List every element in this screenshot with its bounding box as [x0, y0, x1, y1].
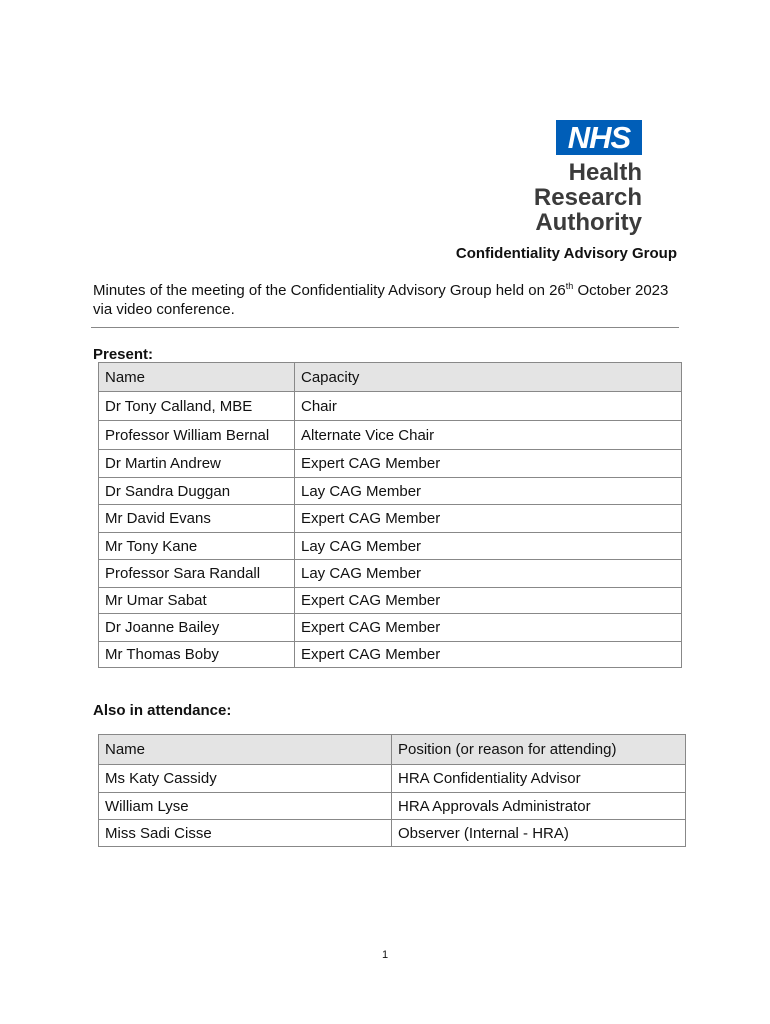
nhs-logo-box: NHS	[556, 120, 642, 155]
cell-capacity: Expert CAG Member	[295, 588, 682, 614]
table-row	[99, 765, 686, 793]
cell-capacity: Expert CAG Member	[295, 614, 682, 642]
cell-capacity: Lay CAG Member	[295, 560, 682, 588]
cell-capacity: Lay CAG Member	[295, 478, 682, 505]
attendance-table	[98, 734, 686, 847]
table-row	[99, 450, 682, 478]
column-header-position: Position (or reason for attending)	[392, 735, 686, 765]
table-row	[99, 614, 682, 642]
intro-paragraph	[93, 277, 683, 319]
table-row	[99, 588, 682, 614]
cell-position: Observer (Internal - HRA)	[392, 820, 686, 847]
org-name-line1: Health Research	[533, 159, 642, 211]
cell-capacity: Expert CAG Member	[295, 450, 682, 478]
horizontal-rule	[91, 327, 679, 328]
present-label: Present:	[93, 346, 154, 363]
org-name	[455, 160, 642, 235]
cell-capacity: Expert CAG Member	[295, 642, 682, 668]
page-number: 1	[381, 949, 389, 961]
group-title: Confidentiality Advisory Group	[455, 245, 677, 262]
attendance-label: Also in attendance:	[93, 702, 232, 719]
cell-capacity: Alternate Vice Chair	[295, 421, 682, 450]
table-header-row	[99, 363, 682, 392]
table-row	[99, 505, 682, 533]
intro-text-after: October 2023 via video conference.	[93, 282, 669, 318]
table-row	[99, 560, 682, 588]
column-header-capacity: Capacity	[295, 363, 682, 392]
cell-position: HRA Approvals Administrator	[392, 793, 686, 820]
cell-name: Professor Sara Randall	[99, 560, 295, 588]
table-row	[99, 392, 682, 421]
cell-name: Dr Tony Calland, MBE	[99, 392, 295, 421]
cell-name: Miss Sadi Cisse	[99, 820, 392, 847]
cell-name: Dr Joanne Bailey	[99, 614, 295, 642]
org-name-line2: Authority	[535, 209, 642, 236]
cell-name: Mr Tony Kane	[99, 533, 295, 560]
table-row	[99, 421, 682, 450]
column-header-name: Name	[99, 363, 295, 392]
table-row	[99, 642, 682, 668]
table-row	[99, 533, 682, 560]
cell-name: Mr Thomas Boby	[99, 642, 295, 668]
intro-text-before: Minutes of the meeting of the Confidentiality Advisory Group held on 26	[93, 282, 566, 299]
intro-superscript: th	[565, 281, 574, 291]
table-row	[99, 478, 682, 505]
cell-name: Dr Martin Andrew	[99, 450, 295, 478]
cell-name: William Lyse	[99, 793, 392, 820]
cell-name: Mr David Evans	[99, 505, 295, 533]
cell-capacity: Chair	[295, 392, 682, 421]
hra-logo	[455, 120, 645, 236]
table-row	[99, 820, 686, 847]
present-table	[98, 362, 682, 668]
cell-position: HRA Confidentiality Advisor	[392, 765, 686, 793]
table-row	[99, 793, 686, 820]
column-header-name: Name	[99, 735, 392, 765]
cell-name: Dr Sandra Duggan	[99, 478, 295, 505]
table-header-row	[99, 735, 686, 765]
cell-capacity: Expert CAG Member	[295, 505, 682, 533]
cell-name: Professor William Bernal	[99, 421, 295, 450]
cell-name: Ms Katy Cassidy	[99, 765, 392, 793]
cell-capacity: Lay CAG Member	[295, 533, 682, 560]
cell-name: Mr Umar Sabat	[99, 588, 295, 614]
